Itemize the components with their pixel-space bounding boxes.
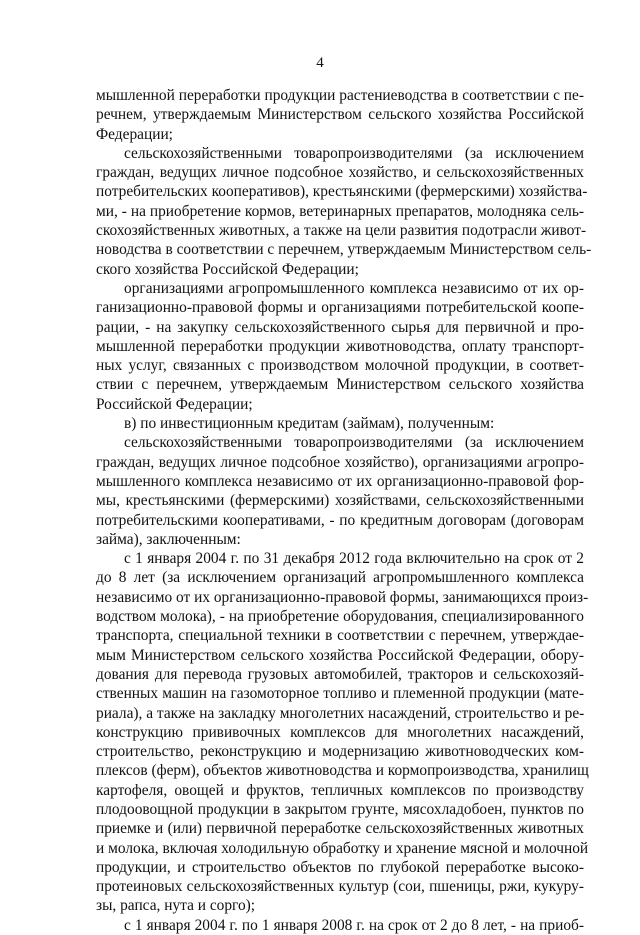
text-line: ми, - на приобретение кормов, ветеринарных препаратов, молодняка сель- — [96, 202, 584, 220]
paragraph — [96, 279, 584, 414]
text-line: до 8 лет (за исключением организаций агропромышленного комплекса — [96, 569, 584, 587]
text-line: протеиновых сельскохозяйственных культур (сои, пшеницы, ржи, кукуру- — [96, 878, 584, 896]
page-number: 4 — [316, 55, 324, 71]
text-line: и молока, включая холодильную обработку и хранение мясной и молочной — [96, 839, 589, 857]
text-line: потребительских кооперативов), крестьянскими (фермерскими) хозяйства- — [96, 183, 588, 201]
text-line: ского хозяйства Российской Федерации; — [96, 260, 359, 278]
text-line: ных услуг, связанных с производством молочной продукции, в соответ- — [96, 357, 584, 375]
paragraph — [96, 916, 584, 935]
paragraph — [96, 549, 589, 916]
text-line: ственных машин на газомоторное топливо и племенной продукции (мате- — [96, 685, 584, 703]
text-line: мышленной переработки продукции животноводства, оплату транспорт- — [96, 337, 584, 355]
text-line: мышленного комплекса независимо от их организационно-правовой фор- — [96, 472, 584, 490]
text-line: с 1 января 2004 г. по 31 декабря 2012 года включительно на срок от 2 — [124, 550, 584, 568]
paragraph — [96, 86, 584, 144]
paragraph — [96, 144, 592, 279]
text-line: речнем, утверждаемым Министерством сельского хозяйства Российской — [96, 106, 584, 124]
paragraph — [96, 433, 584, 549]
paragraph — [96, 414, 584, 433]
text-line: скохозяйственных животных, а также на цели развития подотрасли живот- — [96, 222, 587, 240]
text-line: мым Министерством сельского хозяйства Российской Федерации, обору- — [96, 646, 584, 664]
text-line: конструкцию прививочных комплексов для многолетних насаждений, — [96, 723, 584, 741]
text-line: риала), а также на закладку многолетних насаждений, строительство и ре- — [96, 704, 585, 722]
text-line: транспорта, специальной техники в соответствии с перечнем, утверждае- — [96, 627, 584, 645]
text-line: строительство, реконструкцию и модернизацию животноводческих ком- — [96, 743, 584, 761]
text-line: зы, рапса, нута и сорго); — [96, 897, 256, 915]
text-line: в) по инвестиционным кредитам (займам), полученным: — [124, 415, 495, 433]
text-line: граждан, ведущих личное подсобное хозяйство), организациями агропро- — [96, 453, 584, 471]
text-line: продукции, и строительство объектов по глубокой переработке высоко- — [96, 858, 584, 876]
text-line: займа), заключенным: — [96, 530, 241, 548]
text-line: независимо от их организационно-правовой формы, занимающихся произ- — [96, 588, 589, 606]
text-line: приемке и (или) первичной переработке сельскохозяйственных животных — [96, 820, 584, 838]
text-line: дования для перевода грузовых автомобилей, тракторов и сельскохозяй- — [96, 665, 584, 683]
text-line: плодоовощной продукции в закрытом грунте, мясохладобоен, пунктов по — [96, 800, 584, 818]
text-line: сельскохозяйственными товаропроизводителями (за исключением — [124, 144, 584, 162]
text-line: картофеля, овощей и фруктов, тепличных комплексов по производству — [96, 781, 584, 799]
text-line: мышленной переработки продукции растениеводства в соответствии с пе- — [96, 87, 584, 104]
text-line: Российской Федерации; — [96, 395, 253, 413]
text-line: ганизационно-правовой формы и организациями потребительской коопе- — [96, 299, 584, 317]
text-line: граждан, ведущих личное подсобное хозяйство, и сельскохозяйственных — [96, 164, 584, 182]
text-line: Федерации; — [96, 125, 173, 143]
text-line: ствии с перечнем, утверждаемым Министерством сельского хозяйства — [96, 376, 584, 394]
text-line: новодства в соответствии с перечнем, утверждаемым Министерством сель- — [96, 241, 592, 259]
text-line: с 1 января 2004 г. по 1 января 2008 г. на срок от 2 до 8 лет, - на приоб- — [124, 916, 584, 934]
text-line: водством молока), - на приобретение оборудования, специализированного — [96, 608, 584, 626]
text-line: организациями агропромышленного комплекса независимо от их ор- — [124, 279, 584, 297]
text-line: сельскохозяйственными товаропроизводителями (за исключением — [124, 434, 584, 452]
text-line: мы, крестьянскими (фермерскими) хозяйствами, сельскохозяйственными — [96, 492, 584, 510]
text-line: рации, - на закупку сельскохозяйственного сырья для первичной и про- — [96, 318, 584, 336]
text-line: потребительскими кооперативами, - по кредитным договорам (договорам — [96, 511, 584, 529]
text-line: плексов (ферм), объектов животноводства и кормопроизводства, хранилищ — [96, 762, 589, 780]
body-text — [96, 86, 592, 935]
